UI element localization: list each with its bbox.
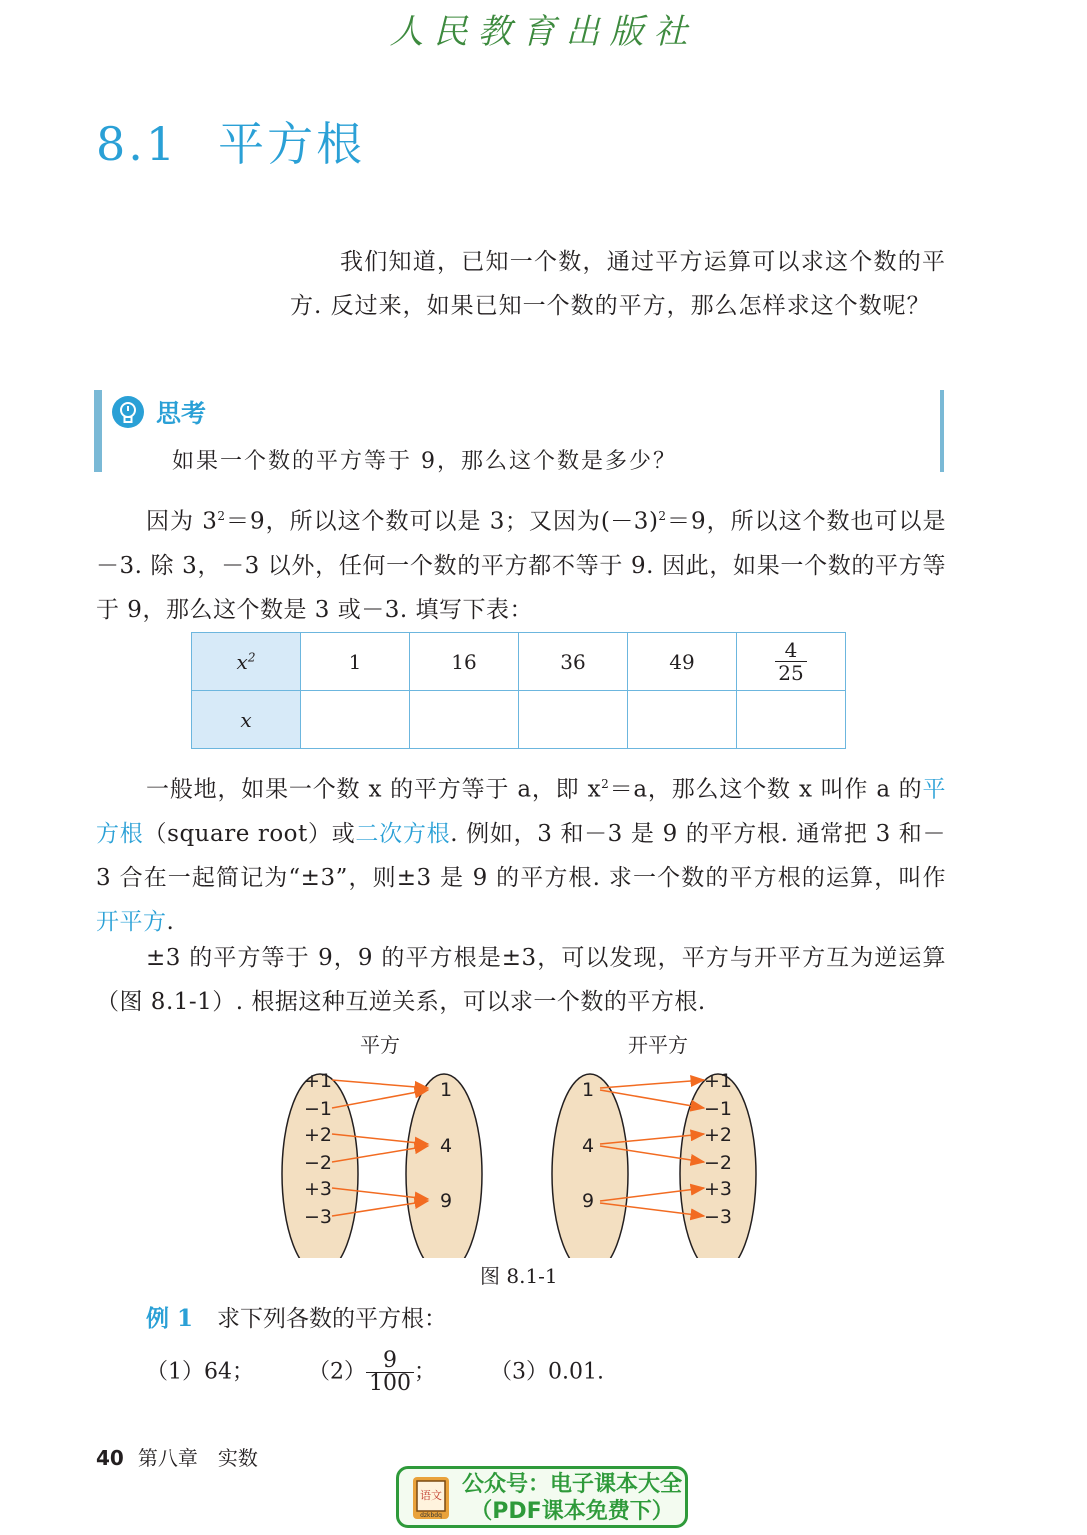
example-part-3: （3）0.01.	[490, 1359, 604, 1385]
paragraph-2: 一般地，如果一个数 x 的平方等于 a，即 $x^2=a$，那么这个数 x 叫作 a 的平方根（square root）或二次方根. 例如，3 和－3 是 9 的平方根. 通常把 3 和－3 合在一起简记为“±3”，则±3 是 9 的平方根. 求一个数的平方根的运算，叫作开平方.	[96, 776, 946, 935]
left-out-label: 1	[439, 1079, 453, 1101]
example-part-2: （2）	[308, 1359, 366, 1385]
left-in-label: −3	[303, 1206, 333, 1228]
right-out-label: −1	[703, 1098, 733, 1120]
intro-paragraph: 我们知道，已知一个数，通过平方运算可以求这个数的平方. 反过来，如果已知一个数的平方，那么怎样求这个数呢？	[290, 249, 946, 319]
book-icon	[413, 1477, 449, 1519]
table-cell: 1	[301, 633, 410, 691]
figure-title-square: 平方	[360, 1033, 400, 1057]
square-table	[191, 632, 846, 749]
right-domain-ellipse	[552, 1074, 628, 1258]
right-in-label: 4	[581, 1135, 595, 1157]
example-heading	[146, 1300, 447, 1333]
left-range-ellipse	[406, 1074, 482, 1258]
figure-title-sqrt: 开平方	[628, 1033, 688, 1057]
figure-caption: 图 8.1-1	[480, 1264, 558, 1288]
right-out-label: +3	[703, 1178, 733, 1200]
think-question: 如果一个数的平方等于 9，那么这个数是多少？	[172, 449, 677, 474]
left-in-label: +2	[303, 1124, 333, 1146]
chapter-label: 第八章 实数	[137, 1446, 258, 1470]
right-out-label: −3	[703, 1206, 733, 1228]
svg-text:dzkbdq: dzkbdq	[420, 1512, 442, 1519]
example-fraction: $\frac{9}{100}$	[366, 1350, 414, 1395]
left-in-label: +1	[303, 1070, 333, 1092]
right-in-label: 9	[581, 1190, 595, 1212]
think-bar-right	[940, 390, 944, 472]
keyword-square-root: 平方根	[96, 776, 946, 847]
left-out-label: 4	[439, 1135, 453, 1157]
left-in-label: +3	[303, 1178, 333, 1200]
think-box	[94, 390, 944, 472]
publisher-logo: 人民教育出版社	[389, 12, 698, 52]
table-cell-blank	[301, 691, 410, 749]
table-cell-fraction: $\frac{4}{25}$	[737, 633, 846, 691]
table-cell-blank	[737, 691, 846, 749]
paragraph-3: ±3 的平方等于 9，9 的平方根是±3，可以发现，平方与开平方互为逆运算（图 8.1-1）. 根据这种互逆关系，可以求一个数的平方根.	[96, 945, 946, 1015]
table-row	[192, 691, 846, 749]
svg-text:语文: 语文	[420, 1489, 442, 1502]
right-out-label: −2	[703, 1152, 733, 1174]
table-cell-blank	[628, 691, 737, 749]
think-bar-left	[94, 390, 102, 472]
table-row	[192, 633, 846, 691]
table-header-x-squared: $x^2$	[192, 633, 301, 691]
example-text: 求下列各数的平方根：	[217, 1306, 448, 1332]
section-name: 平方根	[218, 117, 366, 171]
page-number: 40	[96, 1446, 124, 1470]
table-header-x: x	[192, 691, 301, 749]
table-cell-blank	[519, 691, 628, 749]
left-in-label: −1	[303, 1098, 333, 1120]
think-label: 思考	[156, 399, 207, 428]
right-out-label: +2	[703, 1124, 733, 1146]
mapping-figure	[270, 1026, 770, 1258]
example-parts: （1）64； （2） $\frac{9}{100}$ ； （3）0.01.	[146, 1348, 604, 1396]
table-cell: 36	[519, 633, 628, 691]
section-title	[96, 108, 365, 174]
example-tag: 例 1	[146, 1305, 194, 1332]
keyword-extract-root: 开平方	[96, 908, 167, 935]
right-out-label: +1	[703, 1070, 733, 1092]
banner-text: 公众号：电子课本大全 （PDF课本免费下）	[461, 1472, 682, 1524]
left-out-label: 9	[439, 1190, 453, 1212]
left-in-label: −2	[303, 1152, 333, 1174]
keyword-quadratic-root: 二次方根	[355, 820, 451, 847]
paragraph-1: 因为 $3^2=9$，所以这个数可以是 3；又因为$(-3)^2=9$，所以这个数也可以是－3. 除 3，－3 以外，任何一个数的平方都不等于 9. 因此，如果一个数的平方等于 9，那么这个数是 3 或－3. 填写下表：	[96, 508, 946, 623]
table-cell-blank	[410, 691, 519, 749]
table-cell: 16	[410, 633, 519, 691]
section-number: 8.1	[96, 117, 179, 171]
table-cell: 49	[628, 633, 737, 691]
watermark-banner	[396, 1466, 688, 1528]
lightbulb-icon	[112, 396, 144, 428]
example-part-1: （1）64；	[146, 1359, 254, 1385]
right-in-label: 1	[581, 1079, 595, 1101]
page-footer	[96, 1442, 258, 1471]
